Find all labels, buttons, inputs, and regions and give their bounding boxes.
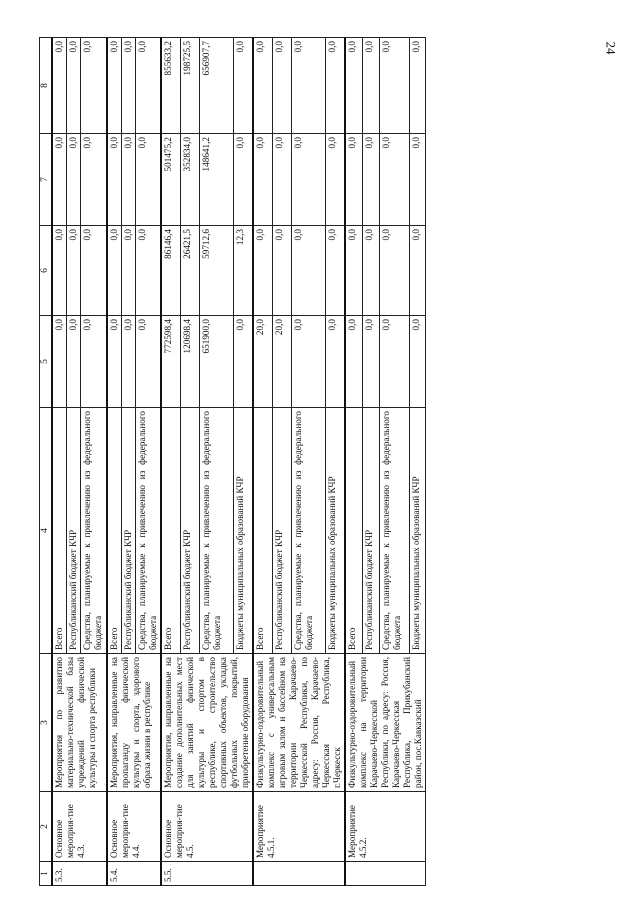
measure-description: Физкультурно-оздоровительный комплекс на территории Карачаево-Черкесской Республики, по адресу: Россия, Карачаево-Черкесская Республика, Прикубанский район, пос.Кавказский bbox=[345, 654, 426, 792]
amount-col6: 0,0 bbox=[135, 226, 161, 316]
funding-source: Средства, планируемые к привлечению из федерального бюджета bbox=[379, 408, 409, 654]
table-row bbox=[345, 38, 362, 886]
amount-col8: 0,0 bbox=[135, 38, 161, 134]
amount-col6: 0,0 bbox=[409, 226, 426, 316]
row-number: 5.3. bbox=[52, 862, 106, 886]
table-row bbox=[52, 38, 67, 886]
measure-name: Мероприятие 4.5.1. bbox=[253, 792, 345, 862]
amount-col6: 12,3 bbox=[233, 226, 253, 316]
amount-col5: 20,0 bbox=[253, 316, 273, 408]
amount-col7: 0,0 bbox=[362, 134, 379, 226]
measure-name: Основное мероприя-тие 4.5. bbox=[161, 792, 253, 862]
funding-source: Республиканский бюджет КЧР bbox=[362, 408, 379, 654]
amount-col8: 0,0 bbox=[345, 38, 362, 134]
amount-col6: 0,0 bbox=[273, 226, 292, 316]
table-body bbox=[40, 38, 426, 886]
amount-col7: 501475,2 bbox=[161, 134, 181, 226]
column-number: 8 bbox=[40, 38, 53, 134]
funding-source: Республиканский бюджет КЧР bbox=[273, 408, 292, 654]
amount-col5: 120698,4 bbox=[180, 316, 199, 408]
measure-name: Основное мероприя-тие 4.4. bbox=[107, 792, 161, 862]
amount-col6: 0,0 bbox=[379, 226, 409, 316]
amount-col8: 0,0 bbox=[81, 38, 107, 134]
amount-col8: 855633,2 bbox=[161, 38, 181, 134]
funding-source: Всего bbox=[161, 408, 181, 654]
amount-col8: 0,0 bbox=[292, 38, 326, 134]
amount-col5: 0,0 bbox=[121, 316, 135, 408]
amount-col7: 0,0 bbox=[81, 134, 107, 226]
amount-col8: 0,0 bbox=[325, 38, 345, 134]
measure-description: Мероприятия, направленные на создание дополнительных мест для занятий физической культуры и спортом в республике, строительство спортивных объектов, укладка футбольных покрытий, приобретение оборудования bbox=[161, 654, 253, 792]
funding-source: Бюджеты муниципальных образований КЧР bbox=[233, 408, 253, 654]
amount-col6: 0,0 bbox=[107, 226, 122, 316]
measure-description: Мероприятия по развитию материально-технической базы учреждений физической культуры и спорта республики bbox=[52, 654, 106, 792]
column-number: 6 bbox=[40, 226, 53, 316]
amount-col5: 20,0 bbox=[273, 316, 292, 408]
amount-col6: 0,0 bbox=[362, 226, 379, 316]
amount-col7: 0,0 bbox=[121, 134, 135, 226]
amount-col8: 0,0 bbox=[273, 38, 292, 134]
measure-name: Мероприятие 4.5.2. bbox=[345, 792, 426, 862]
row-number: 5.5. bbox=[161, 862, 253, 886]
amount-col6: 26421,5 bbox=[180, 226, 199, 316]
amount-col5: 0,0 bbox=[135, 316, 161, 408]
amount-col7: 0,0 bbox=[107, 134, 122, 226]
amount-col5: 772598,4 bbox=[161, 316, 181, 408]
column-number: 4 bbox=[40, 408, 53, 654]
amount-col6: 0,0 bbox=[292, 226, 326, 316]
amount-col5: 0,0 bbox=[233, 316, 253, 408]
amount-col7: 148641,2 bbox=[199, 134, 233, 226]
column-number: 3 bbox=[40, 654, 53, 792]
row-number bbox=[253, 862, 345, 886]
funding-source: Бюджеты муниципальных образований КЧР bbox=[325, 408, 345, 654]
amount-col5: 0,0 bbox=[67, 316, 81, 408]
funding-source: Всего bbox=[345, 408, 362, 654]
funding-source: Республиканский бюджет КЧР bbox=[121, 408, 135, 654]
amount-col5: 0,0 bbox=[325, 316, 345, 408]
funding-source: Республиканский бюджет КЧР bbox=[67, 408, 81, 654]
funding-source: Всего bbox=[107, 408, 122, 654]
amount-col6: 59712,6 bbox=[199, 226, 233, 316]
page-number: 24 bbox=[603, 41, 619, 55]
amount-col7: 0,0 bbox=[273, 134, 292, 226]
amount-col8: 0,0 bbox=[409, 38, 426, 134]
column-number: 5 bbox=[40, 316, 53, 408]
column-number: 1 bbox=[40, 862, 53, 886]
amount-col7: 0,0 bbox=[409, 134, 426, 226]
amount-col8: 0,0 bbox=[233, 38, 253, 134]
amount-col5: 0,0 bbox=[379, 316, 409, 408]
column-number-row bbox=[40, 38, 53, 886]
amount-col8: 0,0 bbox=[379, 38, 409, 134]
amount-col8: 0,0 bbox=[107, 38, 122, 134]
funding-source: Средства, планируемые к привлечению из федерального бюджета bbox=[199, 408, 233, 654]
amount-col5: 0,0 bbox=[292, 316, 326, 408]
amount-col6: 0,0 bbox=[81, 226, 107, 316]
amount-col8: 0,0 bbox=[121, 38, 135, 134]
funding-source: Средства, планируемые к привлечению из федерального бюджета bbox=[81, 408, 107, 654]
table-row bbox=[161, 38, 181, 886]
amount-col6: 0,0 bbox=[345, 226, 362, 316]
amount-col8: 0,0 bbox=[67, 38, 81, 134]
table-row bbox=[107, 38, 122, 886]
amount-col7: 0,0 bbox=[345, 134, 362, 226]
amount-col7: 0,0 bbox=[52, 134, 67, 226]
amount-col8: 0,0 bbox=[362, 38, 379, 134]
funding-source: Бюджеты муниципальных образований КЧР bbox=[409, 408, 426, 654]
amount-col8: 0,0 bbox=[253, 38, 273, 134]
amount-col5: 0,0 bbox=[345, 316, 362, 408]
row-number bbox=[345, 862, 426, 886]
amount-col7: 0,0 bbox=[233, 134, 253, 226]
rotated-table-container bbox=[39, 38, 597, 886]
amount-col7: 0,0 bbox=[135, 134, 161, 226]
amount-col5: 0,0 bbox=[52, 316, 67, 408]
funding-source: Средства, планируемые к привлечению из федерального бюджета bbox=[135, 408, 161, 654]
column-number: 7 bbox=[40, 134, 53, 226]
funding-source: Республиканский бюджет КЧР bbox=[180, 408, 199, 654]
amount-col5: 0,0 bbox=[409, 316, 426, 408]
amount-col6: 0,0 bbox=[253, 226, 273, 316]
amount-col5: 0,0 bbox=[362, 316, 379, 408]
measure-description: Мероприятия, направленные на пропаганду физической культуры и спорта, здорового образа жизни в республике bbox=[107, 654, 161, 792]
measure-name: Основное мероприя-тие 4.3. bbox=[52, 792, 106, 862]
amount-col8: 656907,7 bbox=[199, 38, 233, 134]
amount-col6: 0,0 bbox=[325, 226, 345, 316]
amount-col5: 0,0 bbox=[107, 316, 122, 408]
row-number: 5.4. bbox=[107, 862, 161, 886]
amount-col7: 0,0 bbox=[292, 134, 326, 226]
program-funding-table bbox=[39, 37, 426, 886]
amount-col7: 0,0 bbox=[67, 134, 81, 226]
table-row bbox=[253, 38, 273, 886]
amount-col7: 352834,0 bbox=[180, 134, 199, 226]
amount-col6: 0,0 bbox=[121, 226, 135, 316]
amount-col5: 0,0 bbox=[81, 316, 107, 408]
column-number: 2 bbox=[40, 792, 53, 862]
amount-col5: 651900,0 bbox=[199, 316, 233, 408]
amount-col6: 86146,4 bbox=[161, 226, 181, 316]
amount-col6: 0,0 bbox=[67, 226, 81, 316]
amount-col8: 198725,5 bbox=[180, 38, 199, 134]
amount-col6: 0,0 bbox=[52, 226, 67, 316]
amount-col8: 0,0 bbox=[52, 38, 67, 134]
funding-source: Всего bbox=[52, 408, 67, 654]
amount-col7: 0,0 bbox=[379, 134, 409, 226]
amount-col7: 0,0 bbox=[325, 134, 345, 226]
funding-source: Средства, планируемые к привлечению из федерального бюджета bbox=[292, 408, 326, 654]
funding-source: Всего bbox=[253, 408, 273, 654]
amount-col7: 0,0 bbox=[253, 134, 273, 226]
measure-description: Физкультурно-оздоровительный комплекс с универсальным игровым залом и бассейном на территории Карачаево-Черкесской Республики, по адресу: Россия, Карачаево-Черкесская Республика, г.Черкесск bbox=[253, 654, 345, 792]
